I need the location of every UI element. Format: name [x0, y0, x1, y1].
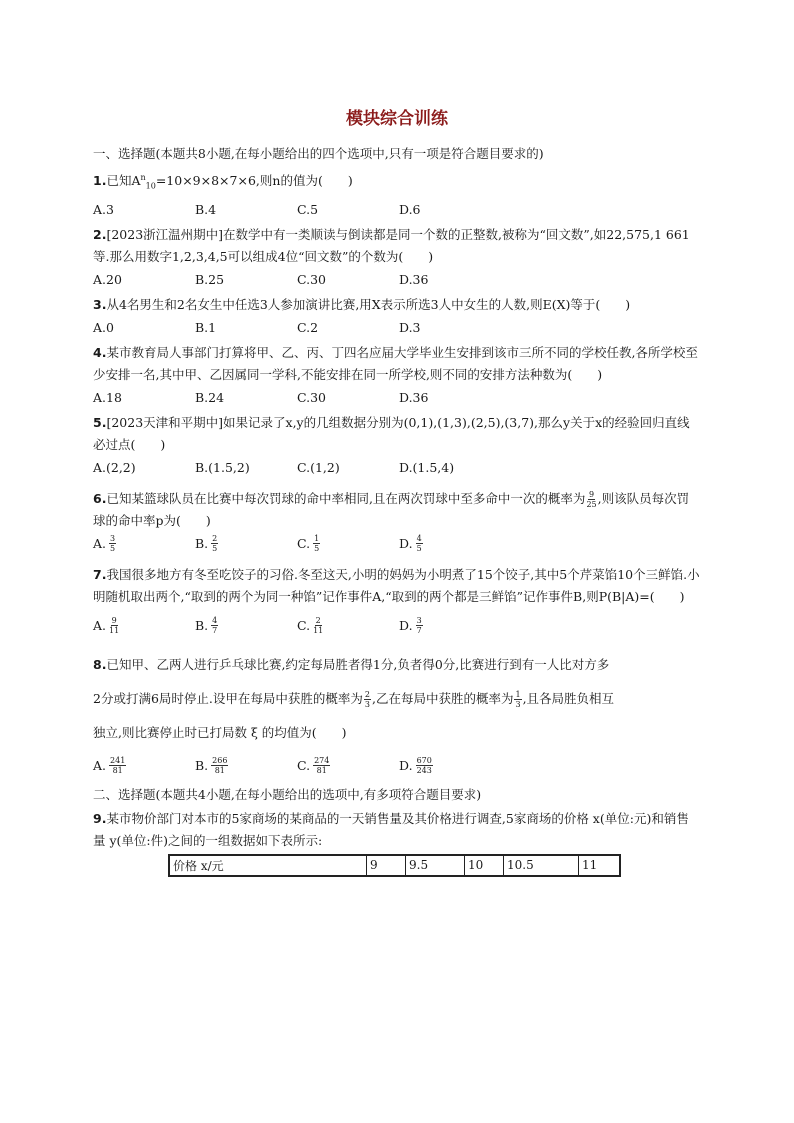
option-b: B.24	[195, 389, 225, 405]
fraction-numerator: 3	[416, 616, 422, 626]
fraction	[109, 534, 116, 553]
option-a: A.(2,2)	[93, 459, 136, 475]
fraction-denominator: 25	[586, 499, 597, 509]
table-row	[169, 855, 620, 876]
question-text: 某市物价部门对本市的5家商场的某商品的一天销售量及其价格进行调查,5家商场的价格 x(单位:元)和销售量 y(单位:件)之间的一组数据如下表所示:	[93, 810, 689, 848]
option-b: B.1	[195, 319, 217, 335]
option-c: C.5	[297, 201, 319, 217]
options-row	[93, 458, 701, 478]
question-text: 我国很多地方有冬至吃饺子的习俗.冬至这天,小明的妈妈为小明煮了15个饺子,其中5个芹菜馅10个三鲜馅.小明随机取出两个,“取到的两个为同一种馅”记作事件A,“取到的两个都是三鲜馅”记作事件B,则P(B|A)=( )	[93, 566, 700, 604]
option-label: D.	[399, 757, 413, 773]
fraction-numerator: 670	[416, 756, 432, 766]
option-label: C.	[297, 757, 311, 773]
price-table	[168, 854, 621, 877]
options-row	[93, 318, 701, 338]
question-5	[93, 412, 701, 456]
question-number: 3.	[93, 296, 107, 312]
table-cell: 9	[367, 855, 406, 876]
option-label: B.	[195, 535, 209, 551]
question-number: 6.	[93, 490, 107, 506]
fraction	[514, 690, 521, 709]
question-9	[93, 808, 701, 852]
fraction	[416, 534, 423, 553]
option-label: B.	[195, 757, 209, 773]
fraction	[313, 534, 320, 553]
document-page	[93, 104, 701, 877]
fraction	[109, 616, 119, 635]
table-cell: 11	[579, 855, 621, 876]
options-row	[93, 616, 701, 636]
option-label: A.	[93, 535, 107, 551]
fraction-denominator: 5	[416, 544, 422, 554]
option-c	[297, 616, 399, 636]
option-b	[195, 616, 297, 636]
question-text: [2023浙江温州期中]在数学中有一类顺读与倒读都是同一个数的正整数,被称为“回文数”,如22,575,1 661等.那么用数字1,2,3,4,5可以组成4位“回文数”的个数为( )	[93, 226, 690, 264]
fraction-numerator: 3	[110, 534, 116, 544]
option-a	[93, 616, 195, 636]
options-row	[93, 388, 701, 408]
fraction-denominator: 81	[112, 766, 123, 776]
question-3	[93, 294, 701, 316]
fraction-numerator: 9	[588, 489, 595, 499]
fraction	[109, 756, 126, 775]
fraction	[211, 534, 218, 553]
fraction	[313, 756, 330, 775]
fraction	[211, 616, 218, 635]
options-row	[93, 200, 701, 220]
question-text: [2023天津和平期中]如果记录了x,y的几组数据分别为(0,1),(1,3),(2,5),(3,7),那么y关于x的经验回归直线必过点( )	[93, 414, 690, 452]
option-d	[399, 534, 501, 554]
option-a	[93, 756, 195, 776]
question-6	[93, 488, 701, 532]
option-d: D.36	[399, 389, 429, 405]
table-cell: 9.5	[406, 855, 465, 876]
superscript: n	[140, 173, 146, 182]
option-c: C.30	[297, 389, 326, 405]
fraction-denominator: 3	[364, 699, 370, 709]
fraction-numerator: 266	[212, 756, 228, 766]
option-label: D.	[399, 535, 413, 551]
table-cell: 10	[465, 855, 504, 876]
option-d	[399, 616, 501, 636]
section-heading-2: 二、选择题(本题共4小题,在每小题给出的选项中,有多项符合题目要求)	[93, 786, 482, 802]
fraction	[364, 690, 371, 709]
option-d: D.6	[399, 201, 421, 217]
fraction-denominator: 3	[515, 699, 521, 709]
option-d: D.3	[399, 319, 421, 335]
question-text: ,且各局胜负相互	[522, 690, 615, 706]
fraction-denominator: 5	[314, 544, 320, 554]
table-cell: 10.5	[504, 855, 579, 876]
fraction	[416, 616, 423, 635]
fraction-denominator: 7	[416, 626, 422, 636]
question-4	[93, 342, 701, 386]
question-number: 7.	[93, 566, 107, 582]
option-d	[399, 756, 501, 776]
option-b	[195, 756, 297, 776]
question-number: 4.	[93, 344, 107, 360]
option-b	[195, 534, 297, 554]
option-a: A.3	[93, 201, 114, 217]
subscript: 10	[145, 181, 156, 191]
question-1	[93, 167, 701, 198]
fraction-numerator: 2	[364, 689, 370, 699]
question-text: 从4名男生和2名女生中任选3人参加演讲比赛,用X表示所选3人中女生的人数,则E(X)等于( )	[106, 296, 631, 312]
option-d: D.36	[399, 271, 429, 287]
question-text: 2分或打满6局时停止.设甲在每局中获胜的概率为	[93, 690, 363, 706]
option-label: D.	[399, 617, 413, 633]
question-number: 9.	[93, 810, 107, 826]
fraction-numerator: 1	[515, 689, 521, 699]
question-7	[93, 564, 701, 608]
question-text: 独立,则比赛停止时已打局数 ξ 的均值为( )	[93, 724, 347, 740]
question-text: ,则该队员每次罚球的命中率p为( )	[93, 490, 690, 528]
options-row	[93, 534, 701, 554]
fraction	[313, 616, 323, 635]
fraction	[211, 756, 228, 775]
question-number: 8.	[93, 656, 107, 672]
fraction-denominator: 81	[316, 766, 327, 776]
option-label: C.	[297, 535, 311, 551]
question-text: 已知A	[106, 173, 141, 189]
fraction-numerator: 241	[110, 756, 126, 766]
option-a	[93, 534, 195, 554]
option-label: C.	[297, 617, 311, 633]
fraction-numerator: 2	[315, 616, 321, 626]
option-c: C.(1,2)	[297, 459, 340, 475]
table-cell-header: 价格 x/元	[173, 858, 224, 873]
fraction-denominator: 243	[416, 766, 432, 776]
fraction-numerator: 274	[314, 756, 330, 766]
option-a: A.0	[93, 319, 114, 335]
section-heading-1: 一、选择题(本题共8小题,在每小题给出的四个选项中,只有一项是符合题目要求的)	[93, 146, 544, 161]
option-b: B.25	[195, 271, 225, 287]
question-number: 2.	[93, 226, 107, 242]
fraction-numerator: 2	[212, 534, 218, 544]
option-a: A.20	[93, 271, 122, 287]
option-b: B.4	[195, 201, 217, 217]
option-c	[297, 756, 399, 776]
question-2	[93, 224, 701, 268]
question-text: ,乙在每局中获胜的概率为	[371, 690, 514, 706]
question-number: 1.	[93, 173, 107, 189]
option-c	[297, 534, 399, 554]
fraction-denominator: 11	[109, 626, 120, 636]
fraction-denominator: 11	[313, 626, 324, 636]
question-8	[93, 648, 701, 750]
question-text: 某市教育局人事部门打算将甲、乙、丙、丁四名应届大学毕业生安排到该市三所不同的学校任教,各所学校至少安排一名,其中甲、乙因属同一学科,不能安排在同一所学校,则不同的安排方法种数为( )	[93, 344, 698, 382]
question-text: =10×9×8×7×6,则n的值为( )	[155, 173, 353, 189]
fraction-numerator: 9	[111, 616, 117, 626]
fraction	[586, 490, 596, 509]
fraction-numerator: 4	[212, 616, 218, 626]
option-label: A.	[93, 617, 107, 633]
question-text: 已知甲、乙两人进行乒乓球比赛,约定每局胜者得1分,负者得0分,比赛进行到有一人比对方多	[106, 656, 610, 672]
fraction-denominator: 5	[212, 544, 218, 554]
option-label: A.	[93, 757, 107, 773]
fraction	[416, 756, 433, 775]
option-a: A.18	[93, 389, 122, 405]
fraction-denominator: 5	[110, 544, 116, 554]
page-title: 模块综合训练	[346, 109, 448, 129]
fraction-numerator: 4	[416, 534, 422, 544]
option-d: D.(1.5,4)	[399, 459, 455, 475]
question-text: 已知某篮球队员在比赛中每次罚球的命中率相同,且在两次罚球中至多命中一次的概率为	[106, 490, 586, 506]
fraction-numerator: 1	[314, 534, 320, 544]
options-row	[93, 756, 701, 776]
option-label: B.	[195, 617, 209, 633]
fraction-denominator: 81	[214, 766, 225, 776]
option-c: C.30	[297, 271, 326, 287]
fraction-denominator: 7	[212, 626, 218, 636]
question-number: 5.	[93, 414, 107, 430]
option-c: C.2	[297, 319, 319, 335]
options-row	[93, 270, 701, 290]
option-b: B.(1.5,2)	[195, 459, 250, 475]
